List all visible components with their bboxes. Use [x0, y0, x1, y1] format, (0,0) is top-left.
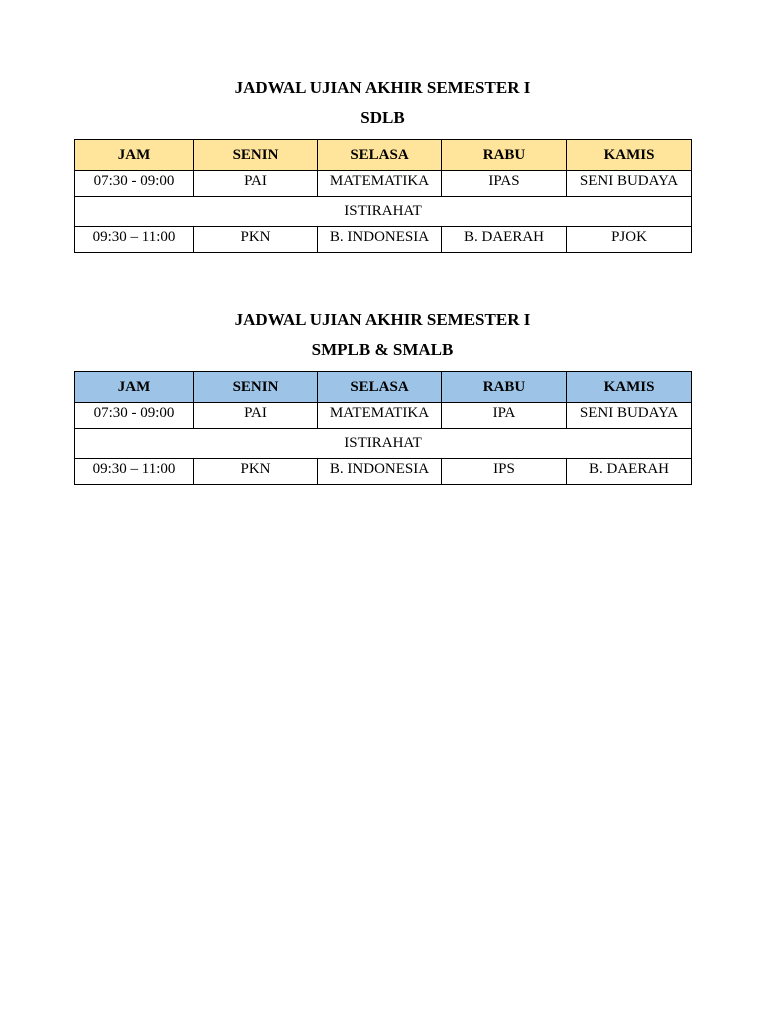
break-row [75, 197, 692, 227]
table-row [75, 171, 692, 197]
table-row [75, 403, 692, 429]
break-cell: ISTIRAHAT [75, 197, 692, 227]
schedule-subtitle: SDLB [360, 108, 405, 127]
break-cell: ISTIRAHAT [75, 429, 692, 459]
column-header-kamis: KAMIS [567, 372, 692, 403]
subject-cell: B. INDONESIA [318, 459, 442, 485]
schedule-table-sdlb [74, 139, 692, 253]
schedule-table-smplb [74, 371, 692, 485]
column-header-jam: JAM [75, 140, 194, 171]
schedule-title: JADWAL UJIAN AKHIR SEMESTER I [234, 78, 531, 97]
subject-cell: PKN [194, 227, 318, 253]
column-header-rabu: RABU [442, 372, 567, 403]
table-header-row [75, 140, 692, 171]
column-header-rabu: RABU [442, 140, 567, 171]
time-cell: 09:30 – 11:00 [75, 459, 194, 485]
subject-cell: B. DAERAH [442, 227, 567, 253]
table-row [75, 459, 692, 485]
column-header-senin: SENIN [194, 372, 318, 403]
column-header-selasa: SELASA [318, 140, 442, 171]
subject-cell: PAI [194, 171, 318, 197]
subject-cell: PAI [194, 403, 318, 429]
subject-cell: PKN [194, 459, 318, 485]
schedule-section-sdlb [74, 76, 691, 253]
time-cell: 09:30 – 11:00 [75, 227, 194, 253]
subject-cell: SENI BUDAYA [567, 171, 692, 197]
subject-cell: B. DAERAH [567, 459, 692, 485]
subject-cell: IPA [442, 403, 567, 429]
table-row [75, 227, 692, 253]
subject-cell: B. INDONESIA [318, 227, 442, 253]
subject-cell: IPAS [442, 171, 567, 197]
schedule-title: JADWAL UJIAN AKHIR SEMESTER I [234, 310, 531, 329]
schedule-subtitle: SMPLB & SMALB [311, 340, 454, 359]
subject-cell: SENI BUDAYA [567, 403, 692, 429]
time-cell: 07:30 - 09:00 [75, 403, 194, 429]
subject-cell: MATEMATIKA [318, 171, 442, 197]
table-header-row [75, 372, 692, 403]
schedule-section-smplb [74, 308, 691, 485]
subject-cell: MATEMATIKA [318, 403, 442, 429]
subject-cell: PJOK [567, 227, 692, 253]
column-header-kamis: KAMIS [567, 140, 692, 171]
column-header-senin: SENIN [194, 140, 318, 171]
break-row [75, 429, 692, 459]
subject-cell: IPS [442, 459, 567, 485]
column-header-jam: JAM [75, 372, 194, 403]
time-cell: 07:30 - 09:00 [75, 171, 194, 197]
column-header-selasa: SELASA [318, 372, 442, 403]
